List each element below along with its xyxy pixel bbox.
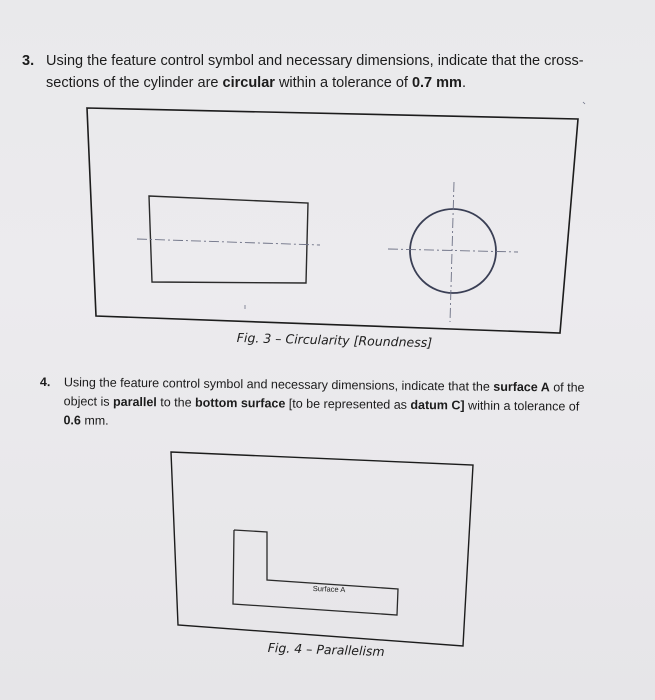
figure-3-circle-vertical-centerline <box>450 182 454 322</box>
question-3-text-c: . <box>461 75 466 91</box>
question-4-bold-parallel: parallel <box>112 394 157 410</box>
question-4-bold-surface-a: surface A <box>493 379 550 395</box>
figure-3-corner-tick <box>583 102 585 104</box>
figure-3-circle-horizontal-centerline <box>388 249 518 252</box>
question-4-bold-datum-c: datum C] <box>410 397 465 413</box>
figure-3-frame <box>87 108 578 333</box>
question-3-bold-circular: circular <box>222 75 275 91</box>
question-4-text-e: within a tolerance of <box>464 398 580 414</box>
question-4-text-f: mm. <box>80 413 109 428</box>
question-4 <box>39 373 600 436</box>
question-4-text-d: [to be represented as <box>285 396 411 412</box>
figure-3-side-view-centerline <box>137 239 320 245</box>
figure-4-l-shape-object <box>233 530 398 615</box>
question-3-text-b: within a tolerance of <box>274 75 412 91</box>
question-4-bold-bottom-surface: bottom surface <box>194 395 286 411</box>
figure-4-frame <box>171 452 473 646</box>
question-3-number: 3. <box>22 53 35 69</box>
question-4-number: 4. <box>39 374 51 390</box>
figure-3-caption: Fig. 3 – Circularity [Roundness] <box>236 330 433 351</box>
question-4-text-c: to the <box>156 395 196 410</box>
question-4-bold-tolerance: 0.6 <box>63 413 81 428</box>
question-3-text-a: Using the feature control symbol and necessary dimensions, indicate that the cross-sections of the cylinder are <box>46 53 584 91</box>
surface-a-label: Surface A <box>312 584 346 595</box>
question-4-text-b: of the object is <box>63 380 585 409</box>
question-4-text <box>63 373 600 436</box>
question-3-bold-tolerance: 0.7 mm <box>411 75 462 91</box>
figure-4-caption: Fig. 4 – Parallelism <box>267 640 385 660</box>
figure-3-side-view-rectangle <box>149 196 308 283</box>
question-4-text-a: Using the feature control symbol and necessary dimensions, indicate that the <box>63 375 494 394</box>
